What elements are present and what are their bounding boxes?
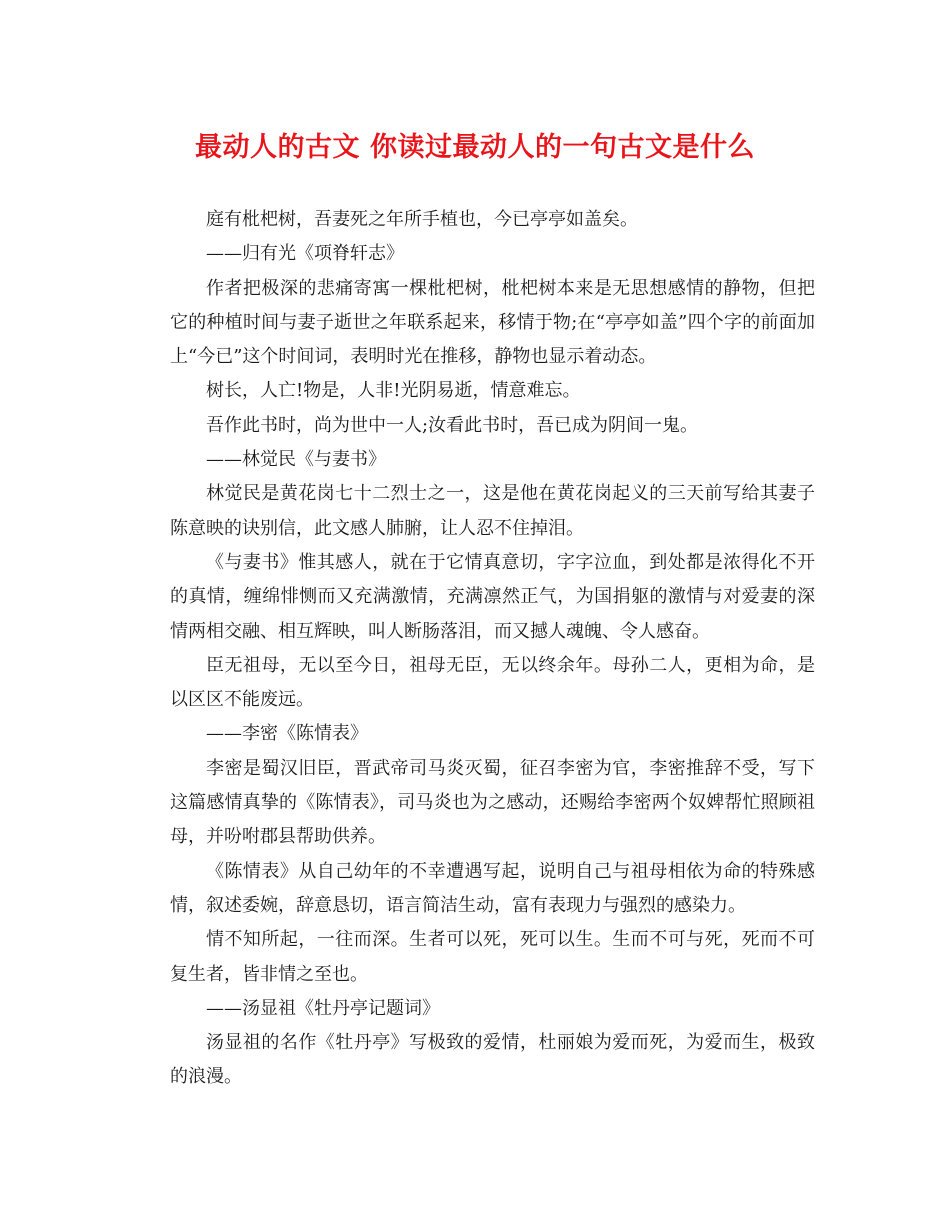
citation-4: ——汤显祖《牡丹亭记题词》: [206, 997, 440, 1019]
paragraph-8: 李密是蜀汉旧臣，晋武帝司马炎灭蜀，征召李密为官，李密推辞不受，写下这篇感情真挚的《陈情表》，司马炎也为之感动，还赐给李密两个奴婢帮忙照顾祖母，并吩咐郡县帮助供养。: [170, 757, 815, 848]
paragraph-2: 作者把极深的悲痛寄寓一棵枇杷树，枇杷树本来是无思想感情的静物，但把它的种植时间与妻子逝世之年联系起来，移情于物;在“亭亭如盖”四个字的前面加上“今已”这个时间词，表明时光在推移，静物也显示着动态。: [170, 277, 815, 368]
citation-2: ——林觉民《与妻书》: [206, 449, 386, 471]
article-body: [170, 203, 815, 1095]
paragraph-9: 《陈情表》从自己幼年的不幸遭遇写起，说明自己与祖母相依为命的特殊感情，叙述委婉，辞意恳切，语言简洁生动，富有表现力与强烈的感染力。: [170, 860, 815, 916]
citation-3: ——李密《陈情表》: [206, 723, 368, 745]
paragraph-5: 林觉民是黄花岗七十二烈士之一，这是他在黄花岗起义的三天前写给其妻子陈意映的诀别信，此文感人肺腑，让人忍不住掉泪。: [170, 483, 815, 539]
paragraph-7: 臣无祖母，无以至今日，祖母无臣，无以终余年。母孙二人，更相为命，是以区区不能废远。: [170, 654, 815, 711]
paragraph-10: 情不知所起，一往而深。生者可以死，死可以生。生而不可与死，死而不可复生者，皆非情之至也。: [170, 929, 815, 985]
paragraph-4: 吾作此书时，尚为世中一人;汝看此书时，吾已成为阴间一鬼。: [206, 414, 699, 436]
paragraph-11: 汤显祖的名作《牡丹亭》写极致的爱情，杜丽娘为爱而死，为爱而生，极致的浪漫。: [170, 1032, 815, 1088]
citation-1: ——归有光《项脊轩志》: [206, 243, 404, 265]
paragraph-3: 树长，人亡!物是，人非!光阴易逝，情意难忘。: [206, 380, 581, 402]
paragraph-6: 《与妻书》惟其感人，就在于它情真意切，字字泣血，到处都是浓得化不开的真情，缠绵悱恻而又充满激情，充满凛然正气，为国捐躯的激情与对爱妻的深情两相交融、相互辉映，叫人断肠落泪，而又撼人魂魄、令人感奋。: [170, 551, 815, 642]
page-title: 最动人的古文 你读过最动人的一句古文是什么: [195, 132, 755, 163]
paragraph-1: 庭有枇杷树，吾妻死之年所手植也，今已亭亭如盖矣。: [206, 209, 638, 230]
